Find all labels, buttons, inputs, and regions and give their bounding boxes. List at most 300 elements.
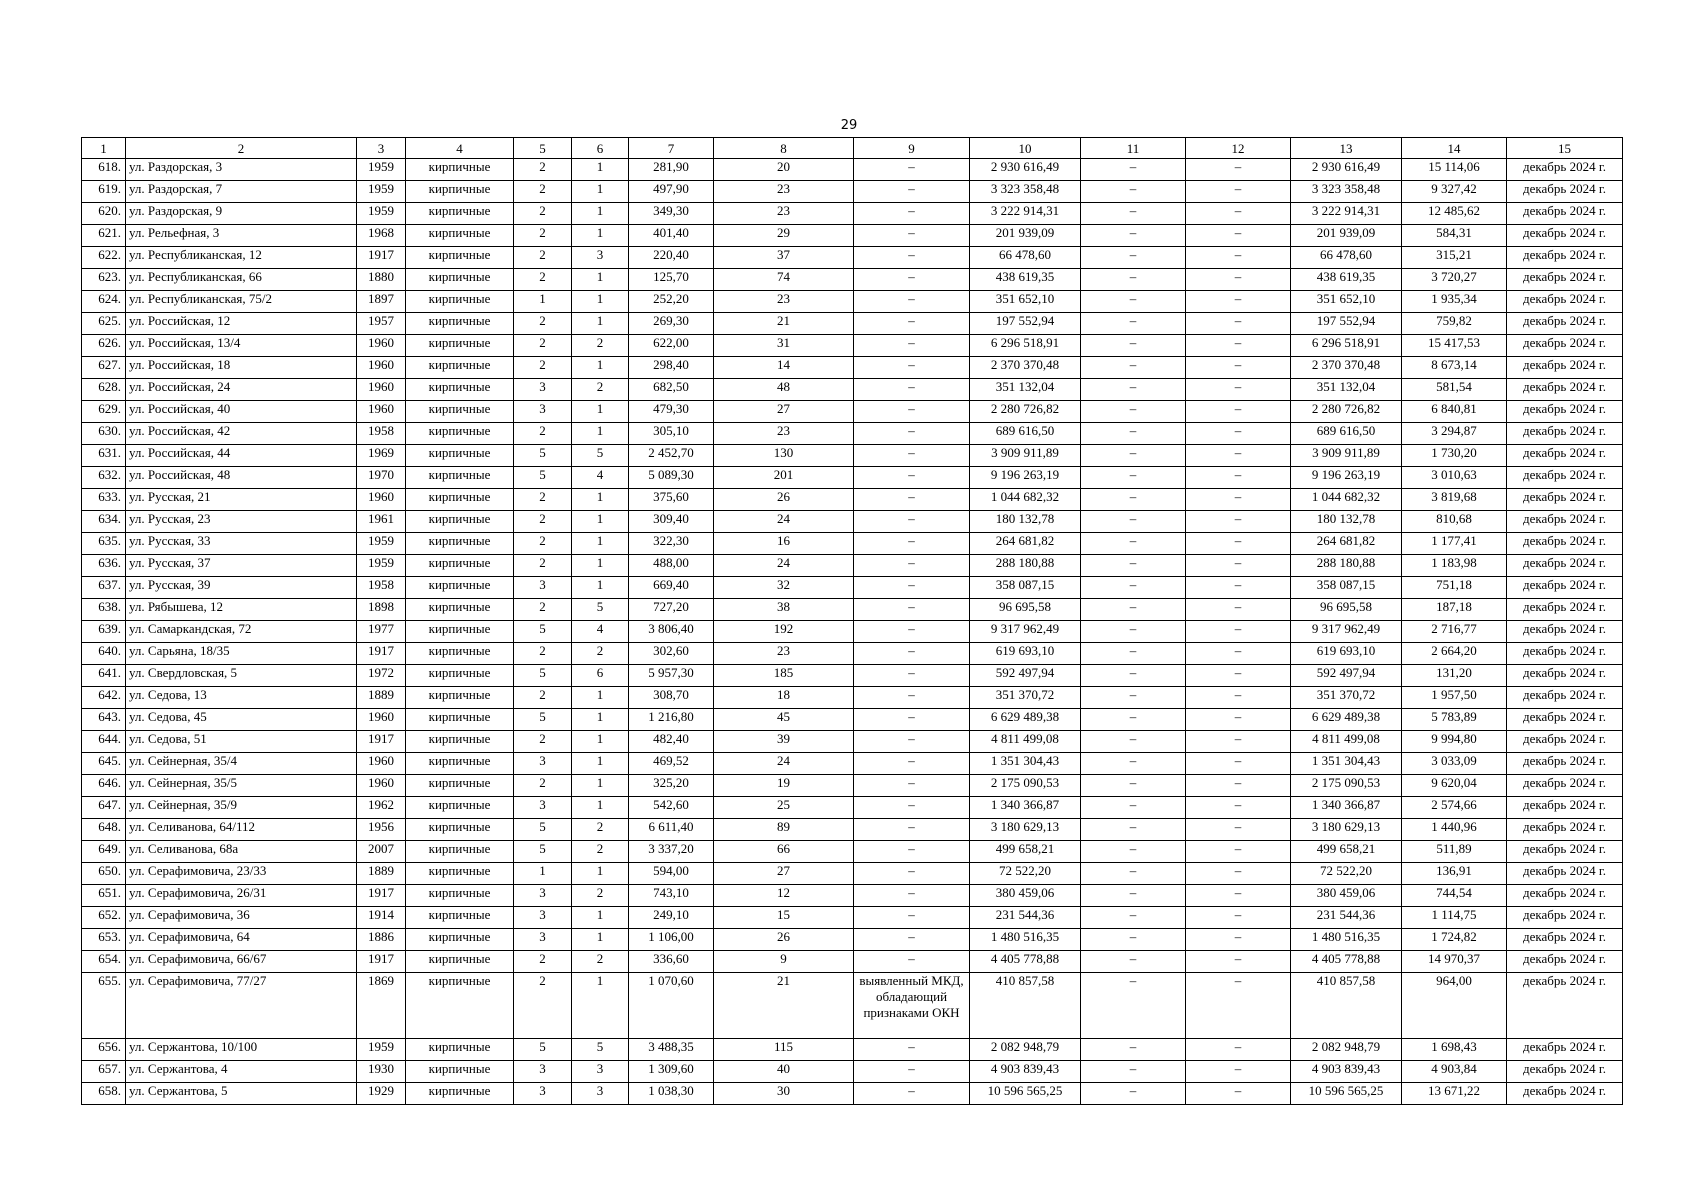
cost-owners-cell: – bbox=[1186, 203, 1291, 225]
cost-per-m2-cell: 2 574,66 bbox=[1402, 797, 1507, 819]
total-area-cell: 497,90 bbox=[629, 181, 714, 203]
build-year-cell: 1957 bbox=[357, 313, 406, 335]
build-year-cell: 1960 bbox=[357, 357, 406, 379]
cost-local-cell: 9 196 263,19 bbox=[1291, 467, 1402, 489]
total-area-cell: 669,40 bbox=[629, 577, 714, 599]
completion-date-cell: декабрь 2024 г. bbox=[1507, 951, 1623, 973]
build-year-cell: 1960 bbox=[357, 401, 406, 423]
completion-date-cell: декабрь 2024 г. bbox=[1507, 511, 1623, 533]
entrances-cell: 3 bbox=[572, 1061, 629, 1083]
entrances-cell: 1 bbox=[572, 687, 629, 709]
cost-local-cell: 351 652,10 bbox=[1291, 291, 1402, 313]
cost-fund-cell: – bbox=[1081, 973, 1186, 1039]
cost-owners-cell: – bbox=[1186, 621, 1291, 643]
cost-owners-cell: – bbox=[1186, 687, 1291, 709]
cost-fund-cell: – bbox=[1081, 335, 1186, 357]
cost-per-m2-cell: 1 177,41 bbox=[1402, 533, 1507, 555]
cost-owners-cell: – bbox=[1186, 555, 1291, 577]
completion-date-cell: декабрь 2024 г. bbox=[1507, 489, 1623, 511]
total-cost-cell: 2 370 370,48 bbox=[970, 357, 1081, 379]
address-cell: ул. Русская, 23 bbox=[126, 511, 357, 533]
total-area-cell: 594,00 bbox=[629, 863, 714, 885]
floors-cell: 2 bbox=[514, 973, 572, 1039]
address-cell: ул. Серафимовича, 23/33 bbox=[126, 863, 357, 885]
row-number-cell: 620. bbox=[82, 203, 126, 225]
cost-fund-cell: – bbox=[1081, 511, 1186, 533]
completion-date-cell: декабрь 2024 г. bbox=[1507, 291, 1623, 313]
row-number-cell: 619. bbox=[82, 181, 126, 203]
cost-per-m2-cell: 1 724,82 bbox=[1402, 929, 1507, 951]
address-cell: ул. Седова, 51 bbox=[126, 731, 357, 753]
cost-local-cell: 6 296 518,91 bbox=[1291, 335, 1402, 357]
wall-material-cell: кирпичные bbox=[406, 797, 514, 819]
table-row bbox=[82, 665, 1623, 687]
completion-date-cell: декабрь 2024 г. bbox=[1507, 269, 1623, 291]
address-cell: ул. Сержантова, 10/100 bbox=[126, 1039, 357, 1061]
row-number-cell: 649. bbox=[82, 841, 126, 863]
total-cost-cell: 288 180,88 bbox=[970, 555, 1081, 577]
wall-material-cell: кирпичные bbox=[406, 423, 514, 445]
floors-cell: 2 bbox=[514, 951, 572, 973]
floors-cell: 2 bbox=[514, 643, 572, 665]
residents-cell: 27 bbox=[714, 863, 854, 885]
cost-local-cell: 438 619,35 bbox=[1291, 269, 1402, 291]
note-cell: – bbox=[854, 731, 970, 753]
row-number-cell: 635. bbox=[82, 533, 126, 555]
table-body bbox=[82, 159, 1623, 1105]
build-year-cell: 1880 bbox=[357, 269, 406, 291]
completion-date-cell: декабрь 2024 г. bbox=[1507, 357, 1623, 379]
floors-cell: 3 bbox=[514, 577, 572, 599]
completion-date-cell: декабрь 2024 г. bbox=[1507, 181, 1623, 203]
column-header: 14 bbox=[1402, 138, 1507, 159]
note-cell: – bbox=[854, 269, 970, 291]
row-number-cell: 624. bbox=[82, 291, 126, 313]
build-year-cell: 1959 bbox=[357, 555, 406, 577]
total-area-cell: 2 452,70 bbox=[629, 445, 714, 467]
address-cell: ул. Серафимовича, 64 bbox=[126, 929, 357, 951]
column-header: 15 bbox=[1507, 138, 1623, 159]
cost-per-m2-cell: 2 664,20 bbox=[1402, 643, 1507, 665]
wall-material-cell: кирпичные bbox=[406, 291, 514, 313]
entrances-cell: 1 bbox=[572, 489, 629, 511]
cost-local-cell: 2 082 948,79 bbox=[1291, 1039, 1402, 1061]
build-year-cell: 1960 bbox=[357, 489, 406, 511]
cost-fund-cell: – bbox=[1081, 159, 1186, 181]
row-number-cell: 647. bbox=[82, 797, 126, 819]
cost-per-m2-cell: 315,21 bbox=[1402, 247, 1507, 269]
total-cost-cell: 3 222 914,31 bbox=[970, 203, 1081, 225]
cost-local-cell: 288 180,88 bbox=[1291, 555, 1402, 577]
entrances-cell: 1 bbox=[572, 709, 629, 731]
cost-per-m2-cell: 1 183,98 bbox=[1402, 555, 1507, 577]
residents-cell: 37 bbox=[714, 247, 854, 269]
build-year-cell: 1969 bbox=[357, 445, 406, 467]
row-number-cell: 646. bbox=[82, 775, 126, 797]
note-cell: – bbox=[854, 709, 970, 731]
build-year-cell: 1960 bbox=[357, 709, 406, 731]
address-cell: ул. Российская, 48 bbox=[126, 467, 357, 489]
address-cell: ул. Российская, 24 bbox=[126, 379, 357, 401]
note-cell: – bbox=[854, 775, 970, 797]
residents-cell: 26 bbox=[714, 489, 854, 511]
row-number-cell: 618. bbox=[82, 159, 126, 181]
completion-date-cell: декабрь 2024 г. bbox=[1507, 1061, 1623, 1083]
cost-fund-cell: – bbox=[1081, 709, 1186, 731]
cost-per-m2-cell: 15 417,53 bbox=[1402, 335, 1507, 357]
completion-date-cell: декабрь 2024 г. bbox=[1507, 797, 1623, 819]
cost-owners-cell: – bbox=[1186, 973, 1291, 1039]
wall-material-cell: кирпичные bbox=[406, 335, 514, 357]
row-number-cell: 637. bbox=[82, 577, 126, 599]
entrances-cell: 1 bbox=[572, 973, 629, 1039]
total-area-cell: 1 309,60 bbox=[629, 1061, 714, 1083]
cost-fund-cell: – bbox=[1081, 929, 1186, 951]
floors-cell: 2 bbox=[514, 511, 572, 533]
cost-local-cell: 2 280 726,82 bbox=[1291, 401, 1402, 423]
build-year-cell: 1968 bbox=[357, 225, 406, 247]
cost-owners-cell: – bbox=[1186, 665, 1291, 687]
cost-owners-cell: – bbox=[1186, 1061, 1291, 1083]
floors-cell: 3 bbox=[514, 929, 572, 951]
note-cell: – bbox=[854, 159, 970, 181]
build-year-cell: 1917 bbox=[357, 731, 406, 753]
residents-cell: 192 bbox=[714, 621, 854, 643]
column-header: 11 bbox=[1081, 138, 1186, 159]
cost-owners-cell: – bbox=[1186, 511, 1291, 533]
floors-cell: 2 bbox=[514, 775, 572, 797]
column-header: 5 bbox=[514, 138, 572, 159]
cost-local-cell: 380 459,06 bbox=[1291, 885, 1402, 907]
address-cell: ул. Российская, 18 bbox=[126, 357, 357, 379]
table-row bbox=[82, 555, 1623, 577]
table-row bbox=[82, 819, 1623, 841]
total-area-cell: 5 957,30 bbox=[629, 665, 714, 687]
floors-cell: 2 bbox=[514, 489, 572, 511]
floors-cell: 5 bbox=[514, 841, 572, 863]
wall-material-cell: кирпичные bbox=[406, 819, 514, 841]
cost-per-m2-cell: 5 783,89 bbox=[1402, 709, 1507, 731]
note-cell: – bbox=[854, 1061, 970, 1083]
build-year-cell: 1977 bbox=[357, 621, 406, 643]
note-cell: – bbox=[854, 467, 970, 489]
total-cost-cell: 689 616,50 bbox=[970, 423, 1081, 445]
entrances-cell: 2 bbox=[572, 885, 629, 907]
residents-cell: 115 bbox=[714, 1039, 854, 1061]
cost-fund-cell: – bbox=[1081, 269, 1186, 291]
wall-material-cell: кирпичные bbox=[406, 1061, 514, 1083]
address-cell: ул. Седова, 45 bbox=[126, 709, 357, 731]
total-cost-cell: 3 180 629,13 bbox=[970, 819, 1081, 841]
cost-fund-cell: – bbox=[1081, 863, 1186, 885]
cost-per-m2-cell: 3 010,63 bbox=[1402, 467, 1507, 489]
build-year-cell: 1972 bbox=[357, 665, 406, 687]
address-cell: ул. Рельефная, 3 bbox=[126, 225, 357, 247]
row-number-cell: 658. bbox=[82, 1083, 126, 1105]
column-header: 10 bbox=[970, 138, 1081, 159]
floors-cell: 5 bbox=[514, 665, 572, 687]
residents-cell: 48 bbox=[714, 379, 854, 401]
wall-material-cell: кирпичные bbox=[406, 577, 514, 599]
address-cell: ул. Российская, 13/4 bbox=[126, 335, 357, 357]
total-cost-cell: 180 132,78 bbox=[970, 511, 1081, 533]
build-year-cell: 1917 bbox=[357, 951, 406, 973]
residents-cell: 21 bbox=[714, 973, 854, 1039]
cost-per-m2-cell: 1 114,75 bbox=[1402, 907, 1507, 929]
address-cell: ул. Самаркандская, 72 bbox=[126, 621, 357, 643]
cost-per-m2-cell: 1 730,20 bbox=[1402, 445, 1507, 467]
residents-cell: 89 bbox=[714, 819, 854, 841]
wall-material-cell: кирпичные bbox=[406, 973, 514, 1039]
row-number-cell: 651. bbox=[82, 885, 126, 907]
cost-per-m2-cell: 3 720,27 bbox=[1402, 269, 1507, 291]
residents-cell: 30 bbox=[714, 1083, 854, 1105]
address-cell: ул. Серафимовича, 77/27 bbox=[126, 973, 357, 1039]
cost-owners-cell: – bbox=[1186, 489, 1291, 511]
entrances-cell: 1 bbox=[572, 731, 629, 753]
total-cost-cell: 351 132,04 bbox=[970, 379, 1081, 401]
cost-local-cell: 231 544,36 bbox=[1291, 907, 1402, 929]
note-cell: – bbox=[854, 203, 970, 225]
residents-cell: 24 bbox=[714, 753, 854, 775]
build-year-cell: 1960 bbox=[357, 775, 406, 797]
cost-owners-cell: – bbox=[1186, 269, 1291, 291]
address-cell: ул. Русская, 39 bbox=[126, 577, 357, 599]
cost-local-cell: 201 939,09 bbox=[1291, 225, 1402, 247]
residents-cell: 16 bbox=[714, 533, 854, 555]
build-year-cell: 1917 bbox=[357, 247, 406, 269]
address-cell: ул. Раздорская, 3 bbox=[126, 159, 357, 181]
total-area-cell: 1 070,60 bbox=[629, 973, 714, 1039]
column-header: 8 bbox=[714, 138, 854, 159]
total-cost-cell: 4 811 499,08 bbox=[970, 731, 1081, 753]
total-cost-cell: 3 909 911,89 bbox=[970, 445, 1081, 467]
residents-cell: 9 bbox=[714, 951, 854, 973]
build-year-cell: 1889 bbox=[357, 863, 406, 885]
cost-local-cell: 2 175 090,53 bbox=[1291, 775, 1402, 797]
table-row bbox=[82, 643, 1623, 665]
entrances-cell: 1 bbox=[572, 907, 629, 929]
floors-cell: 3 bbox=[514, 401, 572, 423]
total-area-cell: 479,30 bbox=[629, 401, 714, 423]
build-year-cell: 1898 bbox=[357, 599, 406, 621]
completion-date-cell: декабрь 2024 г. bbox=[1507, 225, 1623, 247]
total-area-cell: 220,40 bbox=[629, 247, 714, 269]
wall-material-cell: кирпичные bbox=[406, 445, 514, 467]
total-area-cell: 302,60 bbox=[629, 643, 714, 665]
column-header: 3 bbox=[357, 138, 406, 159]
residents-cell: 23 bbox=[714, 423, 854, 445]
floors-cell: 5 bbox=[514, 1039, 572, 1061]
total-cost-cell: 2 082 948,79 bbox=[970, 1039, 1081, 1061]
total-area-cell: 252,20 bbox=[629, 291, 714, 313]
completion-date-cell: декабрь 2024 г. bbox=[1507, 1083, 1623, 1105]
floors-cell: 3 bbox=[514, 907, 572, 929]
wall-material-cell: кирпичные bbox=[406, 203, 514, 225]
wall-material-cell: кирпичные bbox=[406, 775, 514, 797]
entrances-cell: 1 bbox=[572, 423, 629, 445]
table-row bbox=[82, 1061, 1623, 1083]
total-area-cell: 249,10 bbox=[629, 907, 714, 929]
row-number-cell: 629. bbox=[82, 401, 126, 423]
address-cell: ул. Сейнерная, 35/9 bbox=[126, 797, 357, 819]
note-cell: – bbox=[854, 819, 970, 841]
cost-owners-cell: – bbox=[1186, 577, 1291, 599]
total-cost-cell: 499 658,21 bbox=[970, 841, 1081, 863]
cost-per-m2-cell: 3 294,87 bbox=[1402, 423, 1507, 445]
total-cost-cell: 4 903 839,43 bbox=[970, 1061, 1081, 1083]
cost-per-m2-cell: 187,18 bbox=[1402, 599, 1507, 621]
build-year-cell: 1958 bbox=[357, 577, 406, 599]
cost-local-cell: 180 132,78 bbox=[1291, 511, 1402, 533]
completion-date-cell: декабрь 2024 г. bbox=[1507, 753, 1623, 775]
note-cell: – bbox=[854, 555, 970, 577]
wall-material-cell: кирпичные bbox=[406, 709, 514, 731]
completion-date-cell: декабрь 2024 г. bbox=[1507, 401, 1623, 423]
note-cell: – bbox=[854, 753, 970, 775]
cost-fund-cell: – bbox=[1081, 1061, 1186, 1083]
completion-date-cell: декабрь 2024 г. bbox=[1507, 445, 1623, 467]
address-cell: ул. Республиканская, 75/2 bbox=[126, 291, 357, 313]
row-number-cell: 657. bbox=[82, 1061, 126, 1083]
floors-cell: 3 bbox=[514, 885, 572, 907]
build-year-cell: 1914 bbox=[357, 907, 406, 929]
total-area-cell: 743,10 bbox=[629, 885, 714, 907]
column-header: 12 bbox=[1186, 138, 1291, 159]
entrances-cell: 2 bbox=[572, 951, 629, 973]
table-row bbox=[82, 973, 1623, 1039]
table-row bbox=[82, 159, 1623, 181]
table-row bbox=[82, 313, 1623, 335]
residents-cell: 39 bbox=[714, 731, 854, 753]
floors-cell: 3 bbox=[514, 797, 572, 819]
cost-owners-cell: – bbox=[1186, 885, 1291, 907]
cost-fund-cell: – bbox=[1081, 797, 1186, 819]
floors-cell: 2 bbox=[514, 203, 572, 225]
total-cost-cell: 9 317 962,49 bbox=[970, 621, 1081, 643]
note-cell: – bbox=[854, 621, 970, 643]
entrances-cell: 2 bbox=[572, 841, 629, 863]
total-area-cell: 482,40 bbox=[629, 731, 714, 753]
table-row bbox=[82, 929, 1623, 951]
cost-owners-cell: – bbox=[1186, 775, 1291, 797]
cost-per-m2-cell: 810,68 bbox=[1402, 511, 1507, 533]
table-row bbox=[82, 181, 1623, 203]
cost-per-m2-cell: 511,89 bbox=[1402, 841, 1507, 863]
entrances-cell: 1 bbox=[572, 159, 629, 181]
residents-cell: 201 bbox=[714, 467, 854, 489]
table-row bbox=[82, 379, 1623, 401]
column-header: 2 bbox=[126, 138, 357, 159]
build-year-cell: 1897 bbox=[357, 291, 406, 313]
cost-local-cell: 72 522,20 bbox=[1291, 863, 1402, 885]
cost-local-cell: 2 930 616,49 bbox=[1291, 159, 1402, 181]
cost-per-m2-cell: 1 698,43 bbox=[1402, 1039, 1507, 1061]
cost-fund-cell: – bbox=[1081, 1039, 1186, 1061]
entrances-cell: 1 bbox=[572, 753, 629, 775]
residents-cell: 32 bbox=[714, 577, 854, 599]
build-year-cell: 1959 bbox=[357, 1039, 406, 1061]
cost-fund-cell: – bbox=[1081, 445, 1186, 467]
completion-date-cell: декабрь 2024 г. bbox=[1507, 313, 1623, 335]
total-area-cell: 308,70 bbox=[629, 687, 714, 709]
table-row bbox=[82, 863, 1623, 885]
cost-local-cell: 3 323 358,48 bbox=[1291, 181, 1402, 203]
cost-per-m2-cell: 15 114,06 bbox=[1402, 159, 1507, 181]
cost-per-m2-cell: 2 716,77 bbox=[1402, 621, 1507, 643]
floors-cell: 1 bbox=[514, 863, 572, 885]
cost-fund-cell: – bbox=[1081, 291, 1186, 313]
completion-date-cell: декабрь 2024 г. bbox=[1507, 929, 1623, 951]
table-row bbox=[82, 841, 1623, 863]
address-cell: ул. Сейнерная, 35/4 bbox=[126, 753, 357, 775]
cost-owners-cell: – bbox=[1186, 181, 1291, 203]
cost-local-cell: 619 693,10 bbox=[1291, 643, 1402, 665]
entrances-cell: 1 bbox=[572, 555, 629, 577]
residents-cell: 38 bbox=[714, 599, 854, 621]
cost-owners-cell: – bbox=[1186, 335, 1291, 357]
row-number-cell: 632. bbox=[82, 467, 126, 489]
table-row bbox=[82, 731, 1623, 753]
total-cost-cell: 380 459,06 bbox=[970, 885, 1081, 907]
cost-local-cell: 6 629 489,38 bbox=[1291, 709, 1402, 731]
build-year-cell: 1886 bbox=[357, 929, 406, 951]
note-cell: – bbox=[854, 445, 970, 467]
completion-date-cell: декабрь 2024 г. bbox=[1507, 335, 1623, 357]
cost-owners-cell: – bbox=[1186, 863, 1291, 885]
note-cell: – bbox=[854, 379, 970, 401]
cost-fund-cell: – bbox=[1081, 907, 1186, 929]
floors-cell: 2 bbox=[514, 159, 572, 181]
cost-fund-cell: – bbox=[1081, 401, 1186, 423]
total-cost-cell: 4 405 778,88 bbox=[970, 951, 1081, 973]
total-area-cell: 6 611,40 bbox=[629, 819, 714, 841]
entrances-cell: 1 bbox=[572, 511, 629, 533]
entrances-cell: 1 bbox=[572, 203, 629, 225]
build-year-cell: 1962 bbox=[357, 797, 406, 819]
floors-cell: 3 bbox=[514, 753, 572, 775]
wall-material-cell: кирпичные bbox=[406, 951, 514, 973]
total-cost-cell: 10 596 565,25 bbox=[970, 1083, 1081, 1105]
completion-date-cell: декабрь 2024 г. bbox=[1507, 907, 1623, 929]
build-year-cell: 2007 bbox=[357, 841, 406, 863]
total-cost-cell: 351 652,10 bbox=[970, 291, 1081, 313]
total-cost-cell: 72 522,20 bbox=[970, 863, 1081, 885]
note-cell: – bbox=[854, 1083, 970, 1105]
completion-date-cell: декабрь 2024 г. bbox=[1507, 709, 1623, 731]
total-area-cell: 3 488,35 bbox=[629, 1039, 714, 1061]
row-number-cell: 631. bbox=[82, 445, 126, 467]
completion-date-cell: декабрь 2024 г. bbox=[1507, 379, 1623, 401]
cost-per-m2-cell: 6 840,81 bbox=[1402, 401, 1507, 423]
row-number-cell: 641. bbox=[82, 665, 126, 687]
row-number-cell: 643. bbox=[82, 709, 126, 731]
entrances-cell: 4 bbox=[572, 621, 629, 643]
total-area-cell: 622,00 bbox=[629, 335, 714, 357]
floors-cell: 2 bbox=[514, 357, 572, 379]
wall-material-cell: кирпичные bbox=[406, 687, 514, 709]
wall-material-cell: кирпичные bbox=[406, 357, 514, 379]
note-cell: – bbox=[854, 907, 970, 929]
cost-fund-cell: – bbox=[1081, 225, 1186, 247]
wall-material-cell: кирпичные bbox=[406, 929, 514, 951]
completion-date-cell: декабрь 2024 г. bbox=[1507, 467, 1623, 489]
row-number-cell: 625. bbox=[82, 313, 126, 335]
cost-local-cell: 2 370 370,48 bbox=[1291, 357, 1402, 379]
cost-owners-cell: – bbox=[1186, 709, 1291, 731]
cost-owners-cell: – bbox=[1186, 841, 1291, 863]
total-area-cell: 281,90 bbox=[629, 159, 714, 181]
